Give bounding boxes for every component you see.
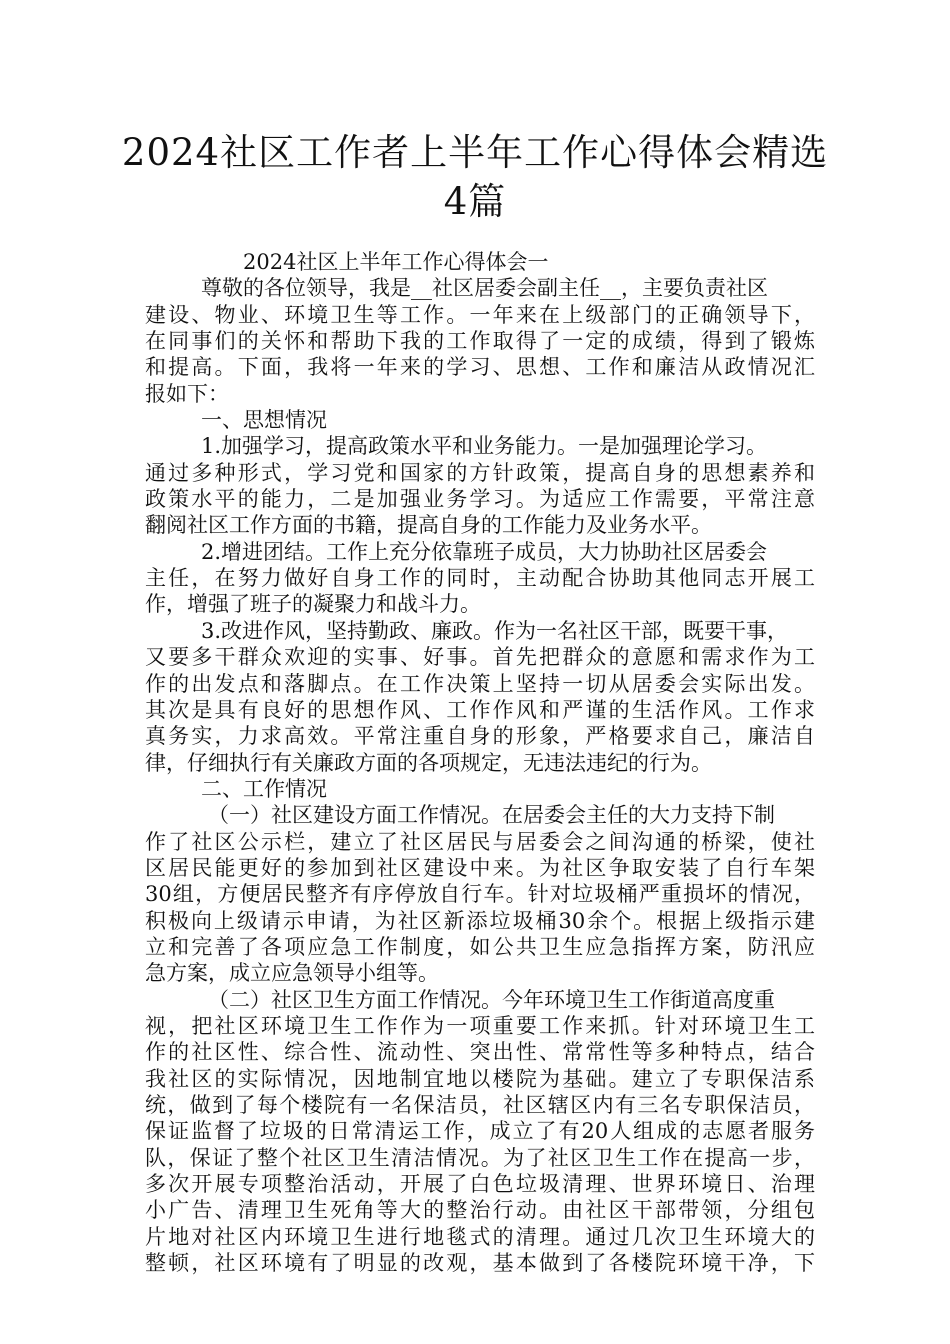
text-line: 整顿，社区环境有了明显的改观，基本做到了各楼院环境干净，下: [145, 1251, 815, 1276]
text-line: 建设、物业、环境卫生等工作。一年来在上级部门的正确领导下，: [145, 302, 815, 327]
document-body: [145, 249, 815, 1276]
text-line: 通过多种形式，学习党和国家的方针政策，提高自身的思想素养和: [145, 460, 815, 485]
text-line: （二）社区卫生方面工作情况。今年环境卫生工作街道高度重: [208, 987, 775, 1012]
text-line: 作，增强了班子的凝聚力和战斗力。: [145, 592, 481, 617]
text-line: 3.改进作风，坚持勤政、廉政。作为一名社区干部，既要干事，: [201, 618, 789, 643]
text-line: 区居民能更好的参加到社区建设中来。为社区争取安装了自行车架: [145, 855, 815, 880]
document-title-line-1: 2024社区工作者上半年工作心得体会精选: [121, 131, 829, 174]
text-line: 队，保证了整个社区卫生清洁情况。为了社区卫生工作在提高一步，: [145, 1145, 815, 1170]
text-line: 二、工作情况: [201, 776, 327, 801]
text-line: 作了社区公示栏，建立了社区居民与居委会之间沟通的桥梁，使社: [145, 829, 815, 854]
text-line: 多次开展专项整治活动，开展了白色垃圾清理、世界环境日、治理: [145, 1172, 815, 1197]
text-line: 政策水平的能力，二是加强业务学习。为适应工作需要，平常注意: [145, 487, 815, 512]
text-line: 2024社区上半年工作心得体会一: [243, 250, 549, 274]
text-line: 作的社区性、综合性、流动性、突出性、常常性等多种特点，结合: [145, 1040, 815, 1065]
text-line: 积极向上级请示申请，为社区新添垃圾桶30余个。根据上级指示建: [145, 908, 815, 933]
text-line: 视，把社区环境卫生工作作为一项重要工作来抓。针对环境卫生工: [145, 1013, 815, 1038]
text-line: 片地对社区内环境卫生进行地毯式的清理。通过几次卫生环境大的: [145, 1224, 815, 1249]
text-line: 保证监督了垃圾的日常清运工作，成立了有20人组成的志愿者服务: [145, 1119, 815, 1144]
text-line: 统，做到了每个楼院有一名保洁员，社区辖区内有三名专职保洁员，: [145, 1093, 815, 1117]
text-line: 又要多干群众欢迎的实事、好事。首先把群众的意愿和需求作为工: [145, 645, 815, 670]
text-line: 我社区的实际情况，因地制宜地以楼院为基础。建立了专职保洁系: [145, 1066, 815, 1091]
text-line: 在同事们的关怀和帮助下我的工作取得了一定的成绩，得到了锻炼: [145, 329, 815, 354]
text-line: 2.增进团结。工作上充分依靠班子成员，大力协助社区居委会: [201, 539, 768, 564]
text-line: 报如下：: [145, 381, 229, 406]
text-line: 急方案，成立应急领导小组等。: [145, 961, 439, 986]
text-line: 主任，在努力做好自身工作的同时，主动配合协助其他同志开展工: [145, 566, 815, 591]
text-line: （一）社区建设方面工作情况。在居委会主任的大力支持下制: [208, 803, 775, 828]
text-line: 一、思想情况: [201, 408, 327, 433]
text-line: 尊敬的各位领导，我是__社区居委会副主任__，主要负责社区: [201, 276, 768, 301]
text-line: 立和完善了各项应急工作制度，如公共卫生应急指挥方案，防汛应: [145, 934, 815, 959]
text-line: 30组，方便居民整齐有序停放自行车。针对垃圾桶严重损坏的情况，: [145, 882, 815, 907]
text-line: 小广告、清理卫生死角等大的整治行动。由社区干部带领，分组包: [145, 1198, 815, 1223]
text-line: 真务实，力求高效。平常注重自身的形象，严格要求自己，廉洁自: [145, 724, 815, 749]
text-line: 律，仔细执行有关廉政方面的各项规定，无违法违纪的行为。: [145, 750, 712, 775]
document-title-line-2: 4篇: [443, 180, 507, 223]
text-line: 翻阅社区工作方面的书籍，提高自身的工作能力及业务水平。: [145, 513, 712, 538]
text-line: 其次是具有良好的思想作风、工作作风和严谨的生活作风。工作求: [145, 697, 815, 722]
text-line: 和提高。下面，我将一年来的学习、思想、工作和廉洁从政情况汇: [145, 355, 815, 380]
text-line: 作的出发点和落脚点。在工作决策上坚持一切从居委会实际出发。: [145, 671, 815, 696]
text-line: 1.加强学习，提高政策水平和业务能力。一是加强理论学习。: [201, 434, 768, 459]
